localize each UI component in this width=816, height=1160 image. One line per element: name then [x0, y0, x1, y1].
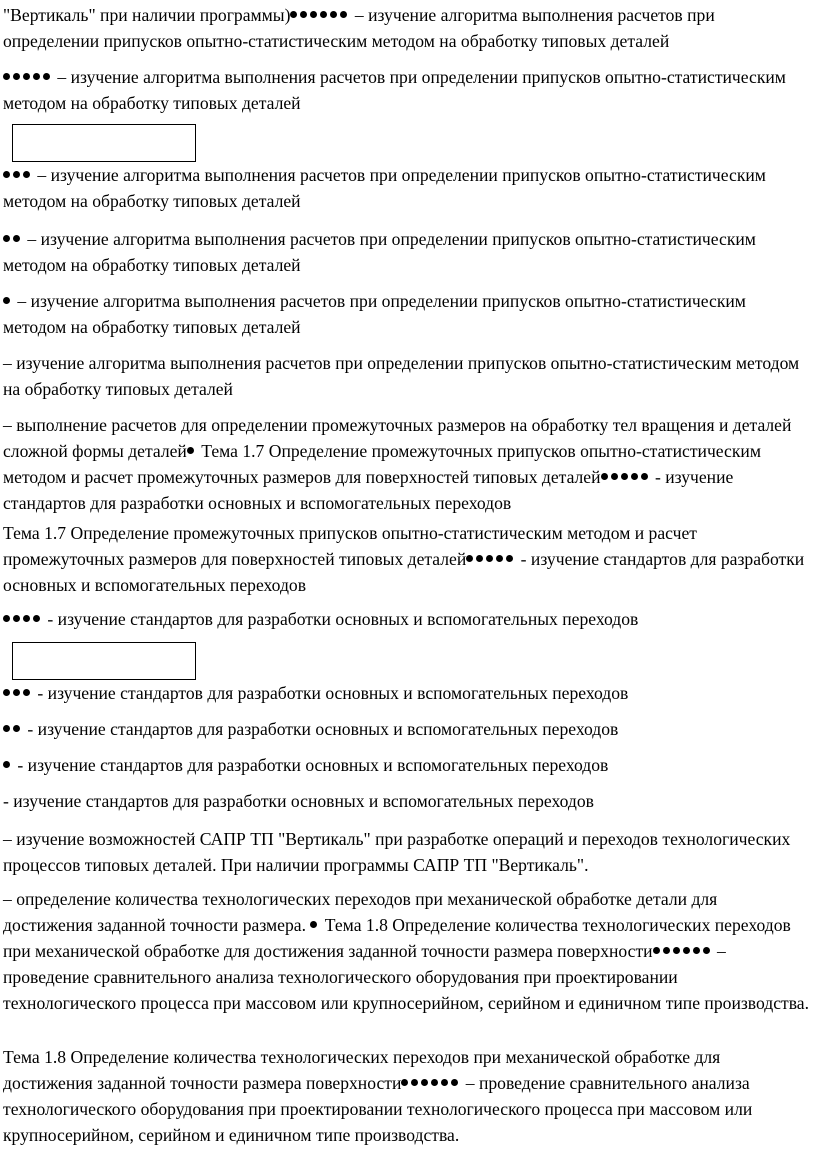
bullet-dot-icon — [466, 555, 473, 562]
paragraph-13: - изучение стандартов для разработки основных и вспомогательных переходов — [3, 791, 594, 811]
bullet-dot-icon — [23, 73, 30, 80]
bullet-dot-icon — [683, 947, 690, 954]
bullet-dot-icon — [703, 947, 710, 954]
paragraph-5: – изучение алгоритма выполнения расчетов при определении припусков опытно-статистическим методом на обработку типовых деталей — [3, 291, 746, 337]
paragraph-14: – изучение возможностей САПР ТП "Вертикаль" при разработке операций и переходов технологических процессов типовых деталей. При наличии программы САПР ТП "Вертикаль". — [3, 829, 791, 875]
bullet-dot-icon — [13, 171, 20, 178]
paragraph-7: – выполнение расчетов для определении промежуточных размеров на обработку тел вращения и деталей сложной формы деталей Тема 1.7 Определение промежуточных припусков опытно-статистическим методом и расчет промежуточных размеров для поверхностей типовых деталей - изучение стандартов для разработки основных и вспомогательных переходов — [3, 415, 792, 513]
bullet-dot-icon — [290, 11, 297, 18]
bullet-dot-icon — [3, 689, 10, 696]
bullet-dot-icon — [330, 11, 337, 18]
bullet-dots — [601, 467, 651, 487]
bullet-dot-icon — [13, 235, 20, 242]
bullet-dot-icon — [13, 615, 20, 622]
bullet-dot-icon — [431, 1079, 438, 1086]
bullet-dot-icon — [3, 725, 10, 732]
empty-box — [12, 642, 196, 680]
paragraph-3: – изучение алгоритма выполнения расчетов при определении припусков опытно-статистическим методом на обработку типовых деталей — [3, 165, 766, 211]
bullet-dot-icon — [653, 947, 660, 954]
bullet-dot-icon — [486, 555, 493, 562]
bullet-dot-icon — [693, 947, 700, 954]
paragraph-6: – изучение алгоритма выполнения расчетов при определении припусков опытно-статистическим методом на обработку типовых деталей — [3, 353, 800, 399]
bullet-dots — [290, 5, 350, 25]
paragraph-16: Тема 1.8 Определение количества технологических переходов при механической обработке для достижения заданной точности размера поверхности – проведение сравнительного анализа технологического оборудования при проектировании технологического процесса при массовом или крупносерийном, серийном и единичном типе производства. — [3, 1047, 753, 1145]
paragraph-2: – изучение алгоритма выполнения расчетов при определении припусков опытно-статистическим методом на обработку типовых деталей — [3, 67, 786, 113]
bullet-dot-icon — [300, 11, 307, 18]
bullet-dot-icon — [33, 615, 40, 622]
bullet-dot-icon — [421, 1079, 428, 1086]
paragraph-10: - изучение стандартов для разработки основных и вспомогательных переходов — [3, 680, 809, 706]
bullet-dot-icon — [23, 689, 30, 696]
bullet-dot-icon — [3, 297, 10, 304]
bullet-dot-icon — [476, 555, 483, 562]
bullet-dot-icon — [310, 11, 317, 18]
empty-box — [12, 124, 196, 162]
bullet-dot-icon — [320, 11, 327, 18]
bullet-dot-icon — [506, 555, 513, 562]
bullet-dot-icon — [3, 615, 10, 622]
bullet-dots — [653, 941, 713, 961]
bullet-dot-icon — [611, 473, 618, 480]
bullet-dot-icon — [673, 947, 680, 954]
bullet-dot-icon — [3, 171, 10, 178]
bullet-dots — [3, 291, 13, 311]
bullet-dots — [3, 609, 43, 629]
bullet-dot-icon — [310, 921, 317, 928]
bullet-dots — [466, 549, 516, 569]
bullet-dot-icon — [451, 1079, 458, 1086]
bullet-dots — [3, 165, 33, 185]
paragraph-8: Тема 1.7 Определение промежуточных припусков опытно-статистическим методом и расчет промежуточных размеров для поверхностей типовых деталей - изучение стандартов для разработки основных и вспомогательных переходов — [3, 523, 805, 595]
bullet-dot-icon — [13, 73, 20, 80]
bullet-dot-icon — [340, 11, 347, 18]
bullet-dots — [306, 915, 320, 935]
paragraph-4: – изучение алгоритма выполнения расчетов при определении припусков опытно-статистическим методом на обработку типовых деталей — [3, 229, 756, 275]
bullet-dot-icon — [3, 73, 10, 80]
bullet-dot-icon — [23, 615, 30, 622]
bullet-dot-icon — [441, 1079, 448, 1086]
bullet-dot-icon — [631, 473, 638, 480]
bullet-dot-icon — [3, 761, 10, 768]
bullet-dot-icon — [3, 235, 10, 242]
bullet-dots — [3, 683, 33, 703]
paragraph-12: - изучение стандартов для разработки основных и вспомогательных переходов — [3, 752, 809, 778]
bullet-dot-icon — [43, 73, 50, 80]
bullet-dot-icon — [401, 1079, 408, 1086]
paragraph-15: – определение количества технологических переходов при механической обработке детали для достижения заданной точности размера. Тема 1.8 Определение количества технологических переходов при механической обработке для достижения заданной точности размера поверхности – проведение сравнительного анализа технологического оборудования при проектировании технологического процесса при массовом или крупносерийном, серийном и единичном типе производства. — [3, 889, 810, 1013]
bullet-dots — [3, 229, 23, 249]
bullet-dots — [187, 441, 197, 461]
bullet-dot-icon — [33, 73, 40, 80]
bullet-dot-icon — [13, 689, 20, 696]
bullet-dot-icon — [641, 473, 648, 480]
bullet-dot-icon — [411, 1079, 418, 1086]
bullet-dot-icon — [23, 171, 30, 178]
bullet-dot-icon — [601, 473, 608, 480]
bullet-dots — [3, 755, 13, 775]
bullet-dots — [401, 1073, 461, 1093]
paragraph-11: - изучение стандартов для разработки основных и вспомогательных переходов — [3, 716, 809, 742]
bullet-dot-icon — [496, 555, 503, 562]
paragraph-1: "Вертикаль" при наличии программы) – изучение алгоритма выполнения расчетов при определении припусков опытно-статистическим методом на обработку типовых деталей — [3, 5, 715, 51]
bullet-dot-icon — [621, 473, 628, 480]
paragraph-9: - изучение стандартов для разработки основных и вспомогательных переходов — [3, 606, 809, 632]
bullet-dot-icon — [187, 447, 194, 454]
bullet-dots — [3, 719, 23, 739]
bullet-dots — [3, 67, 53, 87]
bullet-dot-icon — [663, 947, 670, 954]
bullet-dot-icon — [13, 725, 20, 732]
